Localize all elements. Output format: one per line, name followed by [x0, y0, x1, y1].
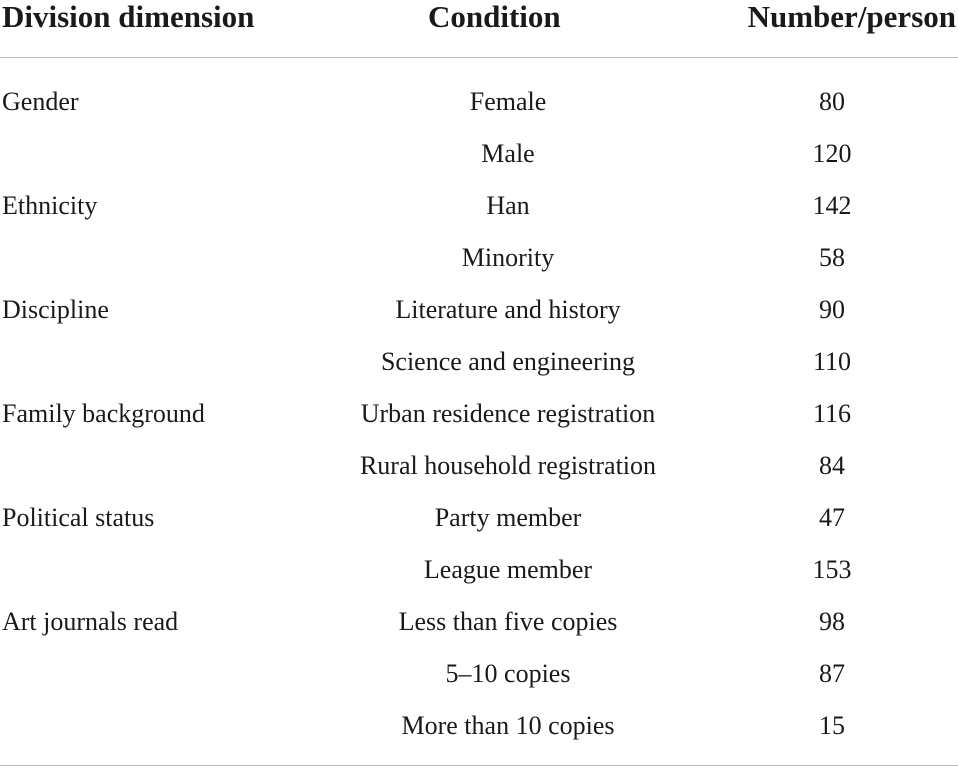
table-row [0, 76, 958, 128]
cell-dimension: Art journals read [2, 607, 179, 636]
table-row [0, 648, 958, 700]
cell-condition: Female [469, 87, 547, 116]
table-row [0, 388, 958, 440]
table-row [0, 284, 958, 336]
cell-condition: Minority [461, 243, 555, 272]
cell-dimension: Ethnicity [2, 191, 98, 220]
table-header [0, 0, 958, 40]
cell-condition: Urban residence registration [360, 399, 656, 428]
cell-number: 153 [812, 555, 852, 584]
cell-dimension: Political status [2, 503, 155, 532]
table-row [0, 440, 958, 492]
table-row [0, 492, 958, 544]
table-row [0, 700, 958, 752]
header-condition: Condition [428, 0, 561, 34]
table-row [0, 232, 958, 284]
cell-number: 80 [819, 87, 845, 116]
cell-number: 116 [812, 399, 852, 428]
table-bottom-divider [0, 765, 958, 766]
cell-dimension: Discipline [2, 295, 109, 324]
cell-condition: Male [481, 139, 535, 168]
cell-number: 98 [819, 607, 845, 636]
table-row [0, 128, 958, 180]
cell-number: 90 [819, 295, 845, 324]
table-row [0, 544, 958, 596]
cell-number: 47 [819, 503, 845, 532]
cell-condition: League member [423, 555, 593, 584]
cell-condition: More than 10 copies [401, 711, 615, 740]
header-division-dimension: Division dimension [2, 0, 255, 34]
cell-condition: Han [486, 191, 530, 220]
table-row [0, 180, 958, 232]
cell-number: 84 [819, 451, 845, 480]
cell-dimension: Gender [2, 87, 79, 116]
table-body [0, 76, 958, 752]
cell-condition: 5–10 copies [445, 659, 571, 688]
cell-number: 142 [812, 191, 852, 220]
header-number-person: Number/person [747, 0, 956, 34]
cell-condition: Party member [434, 503, 582, 532]
table-row [0, 336, 958, 388]
cell-dimension: Family background [2, 399, 205, 428]
cell-number: 87 [819, 659, 845, 688]
cell-condition: Less than five copies [398, 607, 618, 636]
table-row [0, 596, 958, 648]
cell-condition: Rural household registration [359, 451, 657, 480]
cell-number: 58 [819, 243, 845, 272]
cell-condition: Literature and history [395, 295, 621, 324]
cell-number: 15 [819, 711, 845, 740]
cell-number: 110 [812, 347, 852, 376]
cell-condition: Science and engineering [380, 347, 636, 376]
cell-number: 120 [812, 139, 852, 168]
header-divider [0, 57, 958, 58]
